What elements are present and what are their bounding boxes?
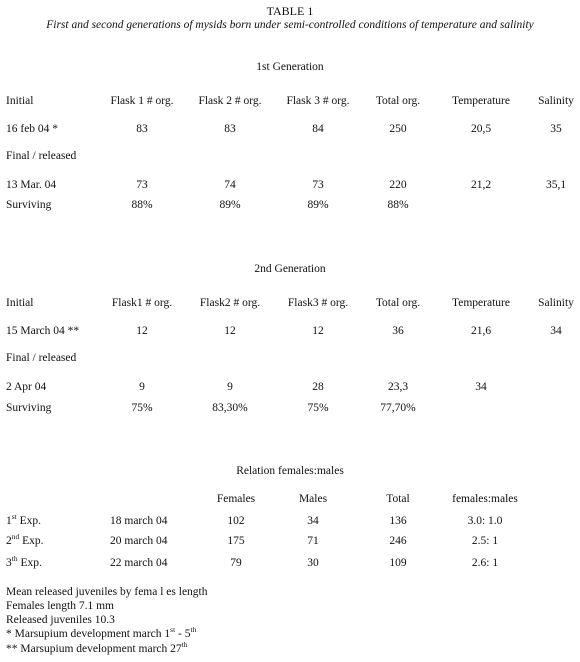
gen1-initial-temperature: 20,5 — [470, 123, 492, 135]
table-subtitle: First and second generations of mysids born under semi-controlled conditions of temperature and salinity — [46, 19, 534, 31]
gen1-surviving-flask3: 89% — [307, 199, 329, 211]
relation-header-females: Females — [216, 493, 256, 505]
relation-row-2-females: 175 — [227, 535, 245, 547]
note-mean-released: Mean released juveniles by fema l es length — [6, 586, 208, 598]
gen1-header-flask3: Flask 3 # org. — [286, 95, 350, 107]
gen2-header-flask1: Flask1 # org. — [111, 297, 173, 309]
relation-row-1-exp: 1st Exp. — [6, 512, 42, 527]
relation-row-3-date: 22 march 04 — [110, 557, 168, 569]
gen1-surviving-label: Surviving — [6, 199, 52, 211]
relation-row-2-total: 246 — [389, 535, 407, 547]
gen1-initial-flask2: 83 — [224, 123, 236, 135]
gen1-surviving-total: 88% — [387, 199, 409, 211]
gen1-final-total: 220 — [389, 179, 407, 191]
gen1-final-salinity: 35,1 — [545, 179, 567, 191]
gen1-initial-flask1: 83 — [136, 123, 148, 135]
gen2-header-initial: Initial — [6, 297, 34, 309]
table-title: TABLE 1 — [266, 4, 314, 18]
gen1-final-flask2: 74 — [224, 179, 236, 191]
gen1-header-flask1: Flask 1 # org. — [110, 95, 174, 107]
gen1-heading: 1st Generation — [256, 61, 324, 73]
relation-row-2-ratio: 2.5: 1 — [471, 535, 499, 547]
gen1-header-temperature: Temperature — [452, 95, 510, 107]
gen2-final-date: 2 Apr 04 — [6, 381, 47, 393]
relation-row-3-females: 79 — [230, 557, 242, 569]
gen2-final-total: 23,3 — [387, 381, 409, 393]
relation-header-total: Total — [386, 493, 410, 505]
gen2-surviving-flask2: 83,30% — [212, 402, 248, 414]
gen1-surviving-flask2: 89% — [219, 199, 241, 211]
gen1-initial-flask3: 84 — [312, 123, 324, 135]
gen1-final-flask3: 73 — [312, 179, 324, 191]
gen2-surviving-flask3: 75% — [307, 402, 329, 414]
gen1-final-date: 13 Mar. 04 — [6, 179, 57, 191]
note-marsupium-2: ** Marsupium development march 27th — [6, 640, 188, 655]
gen1-final-flask1: 73 — [136, 179, 148, 191]
relation-row-1-males: 34 — [307, 515, 319, 527]
relation-row-1-ratio: 3.0: 1.0 — [467, 515, 503, 527]
gen1-header-flask2: Flask 2 # org. — [198, 95, 262, 107]
gen2-final-flask2: 9 — [227, 381, 233, 393]
gen1-header-total: Total org. — [375, 95, 421, 107]
relation-row-3-ratio: 2.6: 1 — [471, 557, 499, 569]
gen1-final-label: Final / released — [6, 150, 77, 162]
relation-row-3-exp: 3th Exp. — [6, 554, 42, 569]
relation-row-2-exp: 2nd Exp. — [6, 532, 44, 547]
gen1-header-salinity: Salinity — [538, 95, 574, 107]
gen2-initial-salinity: 34 — [550, 325, 562, 337]
relation-header-males: Males — [298, 493, 328, 505]
gen1-initial-total: 250 — [389, 123, 407, 135]
relation-heading: Relation females:males — [236, 465, 344, 477]
gen1-initial-salinity: 35 — [550, 123, 562, 135]
gen1-initial-date: 16 feb 04 * — [6, 123, 59, 135]
gen2-surviving-total: 77,70% — [380, 402, 416, 414]
gen2-initial-flask2: 12 — [224, 325, 236, 337]
note-released-juveniles: Released juveniles 10.3 — [6, 614, 115, 626]
gen2-header-flask3: Flask3 # org. — [287, 297, 349, 309]
gen2-initial-flask1: 12 — [136, 325, 148, 337]
gen2-heading: 2nd Generation — [254, 263, 326, 275]
gen2-initial-date: 15 March 04 ** — [6, 325, 80, 337]
gen2-header-total: Total org. — [375, 297, 421, 309]
note-marsupium-1: * Marsupium development march 1st - 5th — [6, 625, 197, 640]
gen2-final-label: Final / released — [6, 352, 77, 364]
relation-header-ratio: females:males — [452, 493, 518, 505]
gen1-surviving-flask1: 88% — [131, 199, 153, 211]
relation-row-3-males: 30 — [307, 557, 319, 569]
gen2-surviving-flask1: 75% — [131, 402, 153, 414]
relation-row-1-females: 102 — [227, 515, 245, 527]
gen2-initial-flask3: 12 — [312, 325, 324, 337]
relation-row-1-total: 136 — [389, 515, 407, 527]
relation-row-1-date: 18 march 04 — [110, 515, 168, 527]
relation-row-3-total: 109 — [389, 557, 407, 569]
relation-row-2-males: 71 — [307, 535, 319, 547]
gen1-header-initial: Initial — [6, 95, 34, 107]
gen2-final-flask3: 28 — [312, 381, 324, 393]
gen2-initial-temperature: 21,6 — [470, 325, 492, 337]
relation-row-2-date: 20 march 04 — [110, 535, 168, 547]
gen2-surviving-label: Surviving — [6, 402, 52, 414]
gen2-initial-total: 36 — [392, 325, 404, 337]
gen2-header-salinity: Salinity — [538, 297, 574, 309]
gen2-final-flask1: 9 — [139, 381, 145, 393]
note-females-length: Females length 7.1 mm — [6, 600, 114, 612]
gen2-final-temperature: 34 — [475, 381, 487, 393]
gen2-header-flask2: Flask2 # org. — [199, 297, 261, 309]
gen1-final-temperature: 21,2 — [470, 179, 492, 191]
gen2-header-temperature: Temperature — [452, 297, 510, 309]
